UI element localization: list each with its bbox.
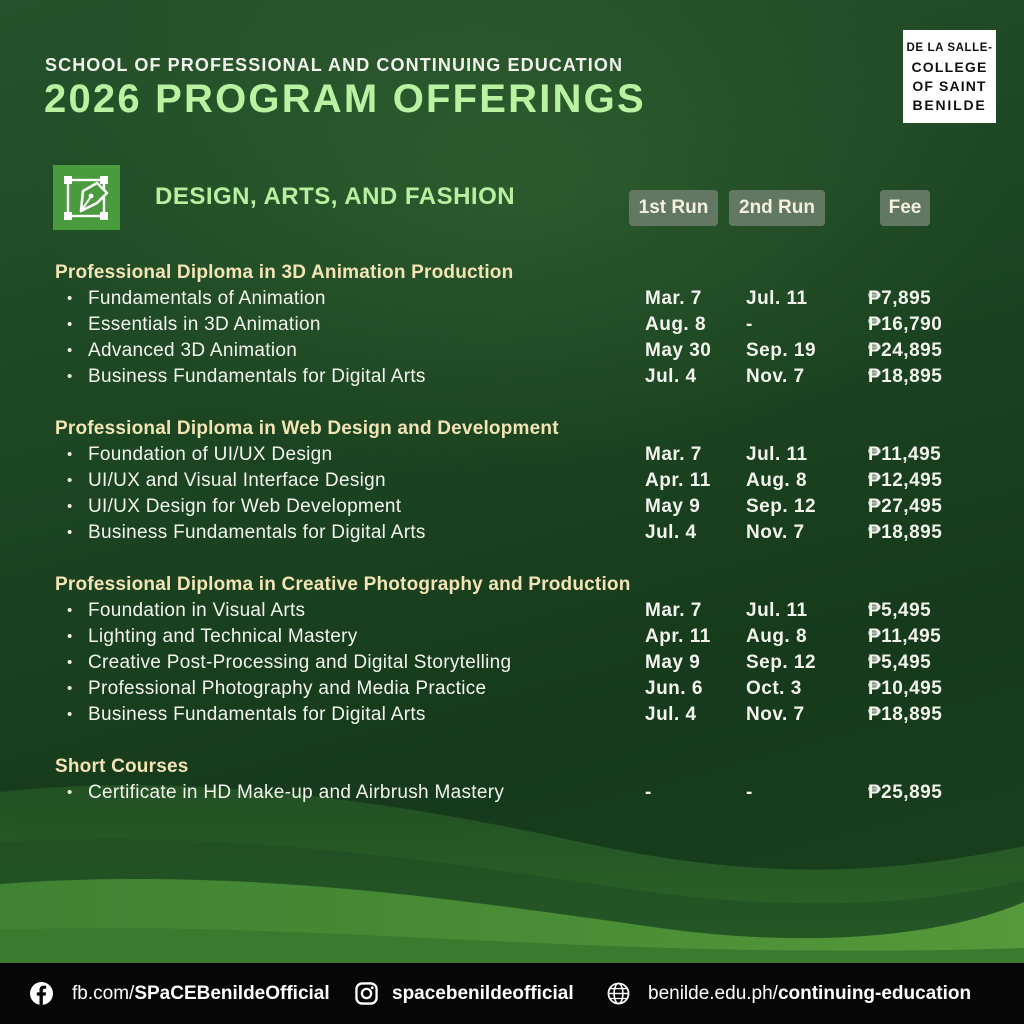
first-run-date: Mar. 7	[645, 444, 702, 465]
course-fee: ₱18,895	[868, 704, 943, 725]
course-row	[0, 624, 1024, 650]
instagram-link[interactable]	[392, 983, 574, 1005]
instagram-handle: spacebenildeofficial	[392, 983, 574, 1004]
bullet	[67, 520, 72, 546]
second-run-date: -	[746, 782, 753, 803]
course-row	[0, 468, 1024, 494]
first-run-date: Mar. 7	[645, 600, 702, 621]
course-fee: ₱10,495	[868, 678, 943, 699]
second-run-date: Nov. 7	[746, 522, 805, 543]
bullet	[67, 780, 72, 806]
bullet	[67, 702, 72, 728]
course-row	[0, 520, 1024, 546]
course-fee: ₱25,895	[868, 782, 943, 803]
second-run-date: Jul. 11	[746, 444, 808, 465]
facebook-handle: SPaCEBenildeOfficial	[134, 983, 330, 1004]
bullet	[67, 286, 72, 312]
first-run-date: -	[645, 782, 652, 803]
first-run-date: Mar. 7	[645, 288, 702, 309]
bullet	[67, 676, 72, 702]
course-fee: ₱5,495	[868, 600, 932, 621]
facebook-prefix: fb.com/	[72, 983, 135, 1004]
second-run-date: Nov. 7	[746, 704, 805, 725]
college-logo	[903, 30, 996, 123]
instagram-icon	[355, 982, 378, 1005]
section-heading: Professional Diploma in Creative Photography and Production	[55, 574, 631, 595]
course-name: Business Fundamentals for Digital Arts	[88, 522, 426, 543]
course-row	[0, 494, 1024, 520]
column-header-second-run: 2nd Run	[729, 190, 825, 226]
first-run-date: Apr. 11	[645, 626, 711, 647]
first-run-date: Jul. 4	[645, 366, 697, 387]
section-heading: Professional Diploma in Web Design and Development	[55, 418, 559, 439]
second-run-date: Sep. 12	[746, 652, 817, 673]
bullet	[67, 468, 72, 494]
logo-line: COLLEGE	[911, 58, 988, 75]
column-header-first-run: 1st Run	[629, 190, 718, 226]
first-run-date: Jun. 6	[645, 678, 703, 699]
second-run-date: Nov. 7	[746, 366, 805, 387]
second-run-date: Aug. 8	[746, 626, 808, 647]
first-run-date: May 30	[645, 340, 712, 361]
course-name: Business Fundamentals for Digital Arts	[88, 704, 426, 725]
course-row	[0, 312, 1024, 338]
page-title: 2026 PROGRAM OFFERINGS	[44, 77, 646, 121]
course-row	[0, 702, 1024, 728]
course-row	[0, 338, 1024, 364]
school-name: SCHOOL OF PROFESSIONAL AND CONTINUING EDUCATION	[45, 55, 624, 75]
first-run-date: Apr. 11	[645, 470, 711, 491]
second-run-date: Aug. 8	[746, 470, 808, 491]
course-row	[0, 676, 1024, 702]
first-run-date: Jul. 4	[645, 704, 697, 725]
course-name: Business Fundamentals for Digital Arts	[88, 366, 426, 387]
course-name: Creative Post-Processing and Digital Storytelling	[88, 652, 512, 673]
logo-line: BENILDE	[912, 96, 987, 113]
program-section	[0, 260, 1024, 390]
course-name: Professional Photography and Media Practice	[88, 678, 487, 699]
first-run-date: May 9	[645, 652, 701, 673]
course-row	[0, 442, 1024, 468]
bullet	[67, 624, 72, 650]
course-name: UI/UX and Visual Interface Design	[88, 470, 386, 491]
column-header-fee: Fee	[880, 190, 930, 226]
course-name: Lighting and Technical Mastery	[88, 626, 358, 647]
course-row	[0, 286, 1024, 312]
program-table	[0, 260, 1024, 832]
section-heading: Short Courses	[55, 756, 189, 777]
course-fee: ₱16,790	[868, 314, 943, 335]
course-name: Foundation in Visual Arts	[88, 600, 306, 621]
first-run-date: May 9	[645, 496, 701, 517]
bullet	[67, 494, 72, 520]
bullet	[67, 598, 72, 624]
logo-line: DE LA SALLE-	[906, 41, 993, 54]
footer-bar	[0, 963, 1024, 1024]
second-run-date: Sep. 12	[746, 496, 817, 517]
course-fee: ₱5,495	[868, 652, 932, 673]
course-fee: ₱7,895	[868, 288, 932, 309]
section-heading: Professional Diploma in 3D Animation Production	[55, 262, 514, 283]
course-row	[0, 650, 1024, 676]
website-link[interactable]	[648, 983, 971, 1005]
course-row	[0, 364, 1024, 390]
course-name: Fundamentals of Animation	[88, 288, 326, 309]
logo-line: OF SAINT	[912, 77, 987, 94]
course-row	[0, 598, 1024, 624]
second-run-date: -	[746, 314, 753, 335]
bullet	[67, 312, 72, 338]
bullet	[67, 338, 72, 364]
course-name: UI/UX Design for Web Development	[88, 496, 402, 517]
course-name: Foundation of UI/UX Design	[88, 444, 333, 465]
course-name: Advanced 3D Animation	[88, 340, 298, 361]
website-domain: benilde.edu.ph/	[648, 983, 778, 1004]
course-fee: ₱11,495	[868, 626, 942, 647]
first-run-date: Jul. 4	[645, 522, 697, 543]
course-name: Certificate in HD Make-up and Airbrush Mastery	[88, 782, 505, 803]
facebook-link[interactable]	[72, 983, 330, 1005]
bullet	[67, 364, 72, 390]
bullet	[67, 442, 72, 468]
first-run-date: Aug. 8	[645, 314, 707, 335]
second-run-date: Sep. 19	[746, 340, 817, 361]
category-title: DESIGN, ARTS, AND FASHION	[155, 183, 516, 210]
bullet	[67, 650, 72, 676]
course-fee: ₱11,495	[868, 444, 942, 465]
program-section	[0, 416, 1024, 546]
program-section	[0, 572, 1024, 728]
course-fee: ₱12,495	[868, 470, 943, 491]
course-fee: ₱24,895	[868, 340, 943, 361]
program-section	[0, 754, 1024, 806]
course-fee: ₱18,895	[868, 522, 943, 543]
second-run-date: Jul. 11	[746, 600, 808, 621]
course-row	[0, 780, 1024, 806]
second-run-date: Oct. 3	[746, 678, 802, 699]
globe-icon	[607, 982, 630, 1005]
facebook-icon	[30, 982, 53, 1005]
course-name: Essentials in 3D Animation	[88, 314, 321, 335]
vector-pen-tool-icon	[53, 165, 120, 230]
second-run-date: Jul. 11	[746, 288, 808, 309]
website-path: continuing-education	[777, 983, 972, 1004]
course-fee: ₱18,895	[868, 366, 943, 387]
course-fee: ₱27,495	[868, 496, 943, 517]
